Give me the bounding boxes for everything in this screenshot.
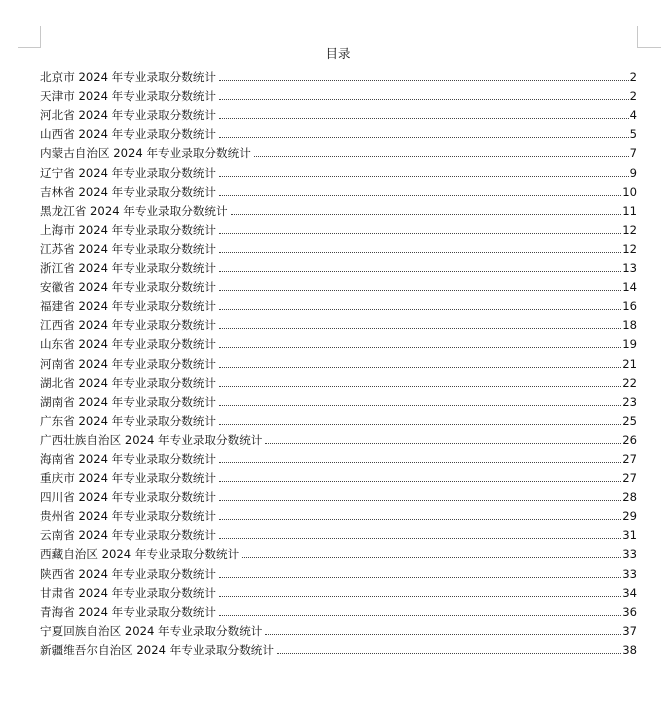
toc-entry-label: 内蒙古自治区 2024 年专业录取分数统计 bbox=[40, 146, 251, 161]
toc-entry-label: 山西省 2024 年专业录取分数统计 bbox=[40, 127, 217, 142]
dot-leader bbox=[219, 347, 621, 348]
dot-leader bbox=[219, 252, 621, 253]
toc-entry[interactable] bbox=[40, 66, 637, 85]
toc-entry-label: 湖北省 2024 年专业录取分数统计 bbox=[40, 375, 217, 390]
toc-entry-page: 2 bbox=[629, 89, 637, 104]
toc-entry-page: 28 bbox=[622, 490, 637, 505]
dot-leader bbox=[219, 80, 629, 81]
dot-leader bbox=[219, 481, 621, 482]
toc-entry-label: 广西壮族自治区 2024 年专业录取分数统计 bbox=[40, 432, 263, 447]
dot-leader bbox=[219, 500, 621, 501]
toc-entry-label: 北京市 2024 年专业录取分数统计 bbox=[40, 70, 217, 85]
toc-entry[interactable] bbox=[40, 142, 637, 161]
toc-entry-page: 18 bbox=[622, 318, 637, 333]
toc-entry-label: 上海市 2024 年专业录取分数统计 bbox=[40, 222, 217, 237]
dot-leader bbox=[219, 596, 621, 597]
toc-entry[interactable] bbox=[40, 486, 637, 505]
dot-leader bbox=[219, 271, 621, 272]
toc-entry-page: 31 bbox=[622, 528, 637, 543]
toc-entry-page: 34 bbox=[622, 585, 637, 600]
toc-entry-page: 21 bbox=[622, 356, 637, 371]
toc-entry[interactable] bbox=[40, 429, 637, 448]
page-corner-mark-top-left bbox=[18, 26, 41, 48]
toc-entry[interactable] bbox=[40, 372, 637, 391]
toc-entry[interactable] bbox=[40, 181, 637, 200]
toc-entry[interactable] bbox=[40, 123, 637, 142]
toc-entry-page: 9 bbox=[629, 165, 637, 180]
toc-title: 目录 bbox=[325, 46, 351, 61]
dot-leader bbox=[219, 118, 629, 119]
toc-entry-label: 重庆市 2024 年专业录取分数统计 bbox=[40, 471, 217, 486]
toc-entry[interactable] bbox=[40, 543, 637, 562]
dot-leader bbox=[265, 634, 621, 635]
toc-entry[interactable] bbox=[40, 104, 637, 123]
toc-entry[interactable] bbox=[40, 620, 637, 639]
toc-entry-page: 4 bbox=[629, 108, 637, 123]
toc-entry[interactable] bbox=[40, 257, 637, 276]
dot-leader bbox=[219, 577, 621, 578]
toc-entry-page: 16 bbox=[622, 299, 637, 314]
toc-entry-label: 天津市 2024 年专业录取分数统计 bbox=[40, 89, 217, 104]
toc-entry[interactable] bbox=[40, 448, 637, 467]
dot-leader bbox=[231, 214, 622, 215]
toc-entry[interactable] bbox=[40, 161, 637, 180]
toc-entry[interactable] bbox=[40, 601, 637, 620]
toc-entry[interactable] bbox=[40, 582, 637, 601]
toc-entry-page: 12 bbox=[622, 222, 637, 237]
dot-leader bbox=[219, 290, 621, 291]
toc-entry-page: 2 bbox=[629, 70, 637, 85]
toc-entry-page: 26 bbox=[622, 432, 637, 447]
toc-entry[interactable] bbox=[40, 505, 637, 524]
toc-entry[interactable] bbox=[40, 276, 637, 295]
toc-entry-label: 福建省 2024 年专业录取分数统计 bbox=[40, 299, 217, 314]
dot-leader bbox=[277, 653, 621, 654]
toc-entry-label: 宁夏回族自治区 2024 年专业录取分数统计 bbox=[40, 623, 263, 638]
toc-entry-label: 山东省 2024 年专业录取分数统计 bbox=[40, 337, 217, 352]
dot-leader bbox=[219, 462, 621, 463]
page-corner-mark-top-right bbox=[637, 26, 661, 48]
dot-leader bbox=[219, 137, 629, 138]
toc-entry-page: 22 bbox=[622, 375, 637, 390]
dot-leader bbox=[219, 195, 621, 196]
toc-entry-label: 海南省 2024 年专业录取分数统计 bbox=[40, 451, 217, 466]
toc-entry-label: 四川省 2024 年专业录取分数统计 bbox=[40, 490, 217, 505]
toc-entry-page: 27 bbox=[622, 471, 637, 486]
toc-entry-page: 7 bbox=[629, 146, 637, 161]
dot-leader bbox=[219, 233, 621, 234]
toc-entry-label: 青海省 2024 年专业录取分数统计 bbox=[40, 604, 217, 619]
toc-entry-page: 38 bbox=[622, 642, 637, 657]
toc-entry-page: 27 bbox=[622, 451, 637, 466]
dot-leader bbox=[219, 519, 621, 520]
toc-entry-label: 贵州省 2024 年专业录取分数统计 bbox=[40, 509, 217, 524]
toc-entry-page: 12 bbox=[622, 241, 637, 256]
toc-entry-label: 河北省 2024 年专业录取分数统计 bbox=[40, 108, 217, 123]
toc-entry-page: 25 bbox=[622, 413, 637, 428]
dot-leader bbox=[219, 405, 621, 406]
toc-entry-label: 江西省 2024 年专业录取分数统计 bbox=[40, 318, 217, 333]
toc-entry-page: 33 bbox=[622, 566, 637, 581]
dot-leader bbox=[219, 386, 621, 387]
toc-entry[interactable] bbox=[40, 85, 637, 104]
toc-entry-page: 14 bbox=[622, 280, 637, 295]
toc-entry-label: 浙江省 2024 年专业录取分数统计 bbox=[40, 261, 217, 276]
toc-entry[interactable] bbox=[40, 200, 637, 219]
toc-entry-label: 云南省 2024 年专业录取分数统计 bbox=[40, 528, 217, 543]
toc-entry-page: 23 bbox=[622, 394, 637, 409]
dot-leader bbox=[219, 309, 621, 310]
toc-entry-label: 广东省 2024 年专业录取分数统计 bbox=[40, 413, 217, 428]
toc-entry-label: 黑龙江省 2024 年专业录取分数统计 bbox=[40, 203, 228, 218]
toc-entry-label: 辽宁省 2024 年专业录取分数统计 bbox=[40, 165, 217, 180]
toc-entry-label: 甘肃省 2024 年专业录取分数统计 bbox=[40, 585, 217, 600]
toc-entry-page: 11 bbox=[622, 203, 637, 218]
dot-leader bbox=[242, 557, 621, 558]
toc-entry-page: 5 bbox=[629, 127, 637, 142]
toc-entry-label: 河南省 2024 年专业录取分数统计 bbox=[40, 356, 217, 371]
toc-entry-label: 湖南省 2024 年专业录取分数统计 bbox=[40, 394, 217, 409]
toc-entry-page: 10 bbox=[622, 184, 637, 199]
toc-entry[interactable] bbox=[40, 352, 637, 371]
toc-entry[interactable] bbox=[40, 467, 637, 486]
dot-leader bbox=[219, 99, 629, 100]
toc-entry[interactable] bbox=[40, 238, 637, 257]
toc-entry[interactable] bbox=[40, 219, 637, 238]
dot-leader bbox=[219, 328, 621, 329]
dot-leader bbox=[265, 443, 621, 444]
dot-leader bbox=[219, 538, 621, 539]
toc-entry[interactable] bbox=[40, 524, 637, 543]
toc-entry-page: 29 bbox=[622, 509, 637, 524]
toc-entry-page: 33 bbox=[622, 547, 637, 562]
dot-leader bbox=[254, 156, 629, 157]
dot-leader bbox=[219, 615, 621, 616]
toc-entry-page: 36 bbox=[622, 604, 637, 619]
toc-entry-page: 19 bbox=[622, 337, 637, 352]
toc-entry[interactable] bbox=[40, 314, 637, 333]
toc-entry-label: 陕西省 2024 年专业录取分数统计 bbox=[40, 566, 217, 581]
toc-entry[interactable] bbox=[40, 333, 637, 352]
toc-entry[interactable] bbox=[40, 639, 637, 658]
toc-entry-page: 13 bbox=[622, 261, 637, 276]
toc-entry[interactable] bbox=[40, 410, 637, 429]
dot-leader bbox=[219, 176, 629, 177]
table-of-contents bbox=[40, 66, 637, 658]
toc-entry[interactable] bbox=[40, 295, 637, 314]
toc-entry[interactable] bbox=[40, 562, 637, 581]
dot-leader bbox=[219, 367, 621, 368]
toc-entry-label: 新疆维吾尔自治区 2024 年专业录取分数统计 bbox=[40, 642, 274, 657]
toc-entry-label: 吉林省 2024 年专业录取分数统计 bbox=[40, 184, 217, 199]
toc-entry-label: 安徽省 2024 年专业录取分数统计 bbox=[40, 280, 217, 295]
toc-entry-label: 西藏自治区 2024 年专业录取分数统计 bbox=[40, 547, 240, 562]
toc-entry-label: 江苏省 2024 年专业录取分数统计 bbox=[40, 241, 217, 256]
toc-entry-page: 37 bbox=[622, 623, 637, 638]
dot-leader bbox=[219, 424, 621, 425]
toc-entry[interactable] bbox=[40, 391, 637, 410]
